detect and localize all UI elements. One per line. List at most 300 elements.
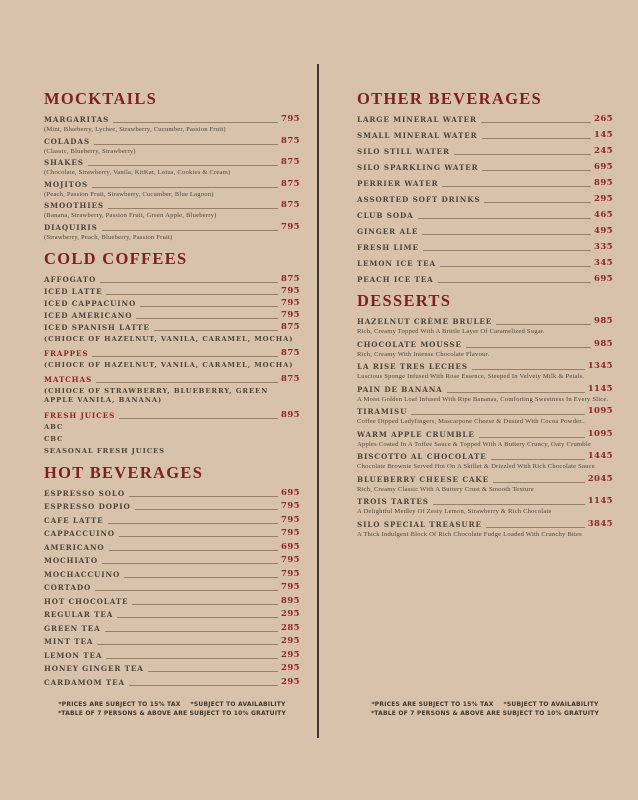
item-row	[357, 407, 613, 416]
item-description: (Mint, Blueberry, Lychee, Strawberry, Cucumber, Passion Fruit)	[44, 126, 226, 133]
item-description: A Thick Indulgent Block Of Rich Chocolate Fudge Loaded With Crunchy Bites	[357, 530, 582, 538]
item-price: 795	[281, 297, 300, 308]
menu-item	[44, 610, 300, 619]
leader-line	[124, 577, 278, 578]
item-price: 295	[281, 636, 300, 646]
menu-item	[44, 435, 300, 444]
leader-line	[482, 138, 592, 139]
menu-item	[44, 115, 300, 134]
item-name: PERRIER WATER	[357, 179, 439, 188]
item-row	[357, 227, 613, 236]
item-price: 895	[594, 178, 613, 188]
item-row	[357, 147, 613, 156]
menu-item	[44, 411, 300, 420]
menu-item	[44, 375, 300, 384]
menu-item	[44, 361, 300, 370]
item-row	[357, 520, 613, 529]
footer-line-1	[44, 700, 300, 709]
leader-line	[479, 437, 585, 438]
item-row	[357, 211, 613, 220]
item-row	[357, 259, 613, 268]
menu-item	[44, 299, 300, 308]
section-cold-coffees	[44, 250, 300, 456]
item-name: CAPPACCUINO	[44, 529, 115, 538]
leader-line	[100, 282, 278, 283]
leader-line	[433, 504, 585, 505]
leader-line	[486, 527, 585, 528]
footer-line-1	[357, 700, 613, 709]
item-price: 1145	[587, 383, 613, 394]
leader-line	[481, 122, 591, 123]
item-row	[44, 597, 300, 606]
item-name: TIRAMISU	[357, 407, 408, 416]
menu-item	[357, 497, 613, 517]
right-column	[357, 90, 613, 547]
item-description: Luscious Sponge Infused With Rose Essence, Steeped In Velvety Milk & Petals.	[357, 373, 585, 380]
menu-item	[357, 131, 613, 140]
menu-item	[44, 158, 300, 177]
item-price: 1345	[587, 361, 613, 371]
menu-item	[44, 180, 300, 199]
choice-note: (CHIOCE OF STRAWBERRY, BLUEBERRY, GREEN APPLE VANILA, BANANA)	[44, 386, 269, 404]
item-name: BLUEBERRY CHEESE CAKE	[357, 474, 489, 484]
section-hot-beverages	[44, 464, 300, 687]
menu-item	[44, 349, 300, 358]
item-row	[44, 624, 300, 633]
section-title-hot-beverages: HOT BEVERAGES	[44, 462, 204, 482]
item-price: 895	[281, 595, 300, 606]
item-price: 795	[281, 285, 300, 296]
item-row	[44, 489, 300, 498]
item-name: PAIN DE BANANA	[357, 384, 443, 394]
item-price: 3845	[587, 518, 613, 529]
leader-line	[482, 170, 591, 171]
leader-line	[440, 266, 591, 267]
menu-item	[44, 502, 300, 511]
item-price: 335	[594, 242, 613, 252]
item-name: ICED SPANISH LATTE	[44, 322, 150, 332]
leader-line	[108, 208, 278, 209]
item-price: 985	[594, 316, 613, 326]
menu-item	[44, 137, 300, 156]
item-price: 875	[281, 157, 300, 167]
menu-item	[44, 543, 300, 552]
leader-line	[106, 294, 278, 295]
section-mocktails	[44, 90, 300, 242]
item-name: HAZELNUT CRÈME BRULEE	[357, 317, 493, 326]
item-name: ICED LATTE	[44, 286, 103, 296]
menu-item	[357, 275, 613, 284]
item-name: MATCHAS	[44, 374, 93, 384]
item-price: 1095	[587, 428, 613, 439]
item-description: A Delightful Medley Of Zesty Lemon, Strawberry & Rich Chocolate	[357, 508, 552, 515]
item-name: LEMON TEA	[44, 650, 103, 660]
item-row	[44, 556, 300, 565]
leader-line	[411, 414, 584, 415]
item-name: ASSORTED SOFT DRINKS	[357, 195, 481, 204]
item-price: 795	[281, 114, 300, 124]
item-row	[44, 201, 300, 210]
item-row	[357, 430, 613, 439]
menu-item	[44, 287, 300, 296]
item-name: ESPRESSO SOLO	[44, 488, 125, 498]
item-name: BISCOTTO AL CHOCOLATE	[357, 452, 487, 461]
item-row	[357, 385, 613, 394]
menu-item	[357, 179, 613, 188]
item-row	[44, 664, 300, 673]
sub-item: ABC	[44, 422, 64, 431]
item-row	[44, 529, 300, 538]
item-row	[44, 137, 300, 146]
item-price: 295	[281, 663, 300, 673]
item-row	[44, 651, 300, 660]
leader-line	[88, 165, 278, 166]
item-row	[44, 323, 300, 332]
item-row	[44, 502, 300, 511]
leader-line	[148, 671, 278, 672]
leader-line	[129, 685, 278, 686]
leader-line	[466, 347, 591, 348]
leader-line	[113, 122, 278, 123]
section-items	[44, 115, 300, 242]
item-name: SHAKES	[44, 158, 84, 167]
leader-line	[94, 144, 278, 145]
menu-item	[44, 678, 300, 687]
item-price: 795	[281, 528, 300, 538]
leader-line	[129, 496, 278, 497]
item-price: 695	[594, 162, 613, 172]
item-row	[357, 452, 613, 461]
item-price: 2045	[587, 473, 613, 484]
item-name: CHOCOLATE MOUSSE	[357, 339, 462, 349]
leader-line	[106, 658, 278, 659]
menu-item	[44, 637, 300, 646]
item-row	[357, 275, 613, 284]
item-price: 875	[281, 200, 300, 210]
section-items	[44, 275, 300, 456]
item-price: 345	[594, 258, 613, 268]
leader-line	[119, 418, 278, 419]
leader-line	[484, 202, 591, 203]
item-name: CLUB SODA	[357, 211, 414, 220]
item-price: 265	[594, 114, 613, 124]
item-price: 795	[281, 221, 300, 232]
item-row	[44, 299, 300, 308]
menu-item	[357, 259, 613, 268]
item-name: SMOOTHIES	[44, 201, 104, 210]
menu-item	[44, 311, 300, 320]
column-divider	[317, 64, 319, 738]
gratuity-note: *TABLE OF 7 PERSONS & ABOVE ARE SUBJECT TO 10% GRATUITY	[370, 710, 600, 717]
item-description: Rich, Creamy Classic With A Buttery Crust & Smooth Texture	[357, 485, 534, 493]
item-price: 875	[281, 373, 300, 384]
leader-line	[132, 604, 278, 605]
item-price: 795	[281, 582, 300, 592]
item-description: (Chocolate, Strawberry, Vanila, KitKat, Lotus, Cookies & Cream)	[44, 169, 231, 176]
item-row	[357, 340, 613, 349]
menu-item	[44, 489, 300, 498]
section-items	[357, 115, 613, 284]
menu-item	[357, 430, 613, 450]
item-name: SILO SPARKLING WATER	[357, 163, 479, 172]
sub-item: CBC	[44, 434, 64, 443]
item-name: HONEY GINGER TEA	[44, 664, 144, 673]
footer-right	[357, 700, 613, 718]
item-row	[44, 158, 300, 167]
item-row	[357, 195, 613, 204]
leader-line	[108, 523, 279, 524]
tax-note: *PRICES ARE SUBJECT TO 15% TAX	[371, 701, 494, 708]
menu-item	[44, 323, 300, 332]
item-price: 1145	[587, 496, 613, 506]
item-row	[44, 311, 300, 320]
item-price: 985	[594, 338, 613, 349]
item-row	[44, 115, 300, 124]
item-name: SILO SPECIAL TREASURE	[357, 519, 482, 529]
menu-item	[44, 275, 300, 284]
item-price: 295	[281, 676, 300, 687]
menu-item	[44, 664, 300, 673]
menu-item	[44, 447, 300, 456]
item-row	[44, 223, 300, 232]
leader-line	[95, 590, 278, 591]
leader-line	[423, 250, 591, 251]
item-row	[357, 475, 613, 484]
item-name: LEMON ICE TEA	[357, 259, 436, 268]
item-name: CARDAMOM TEA	[44, 677, 125, 687]
menu-item	[357, 362, 613, 382]
left-column	[44, 90, 300, 695]
item-row	[44, 610, 300, 619]
leader-line	[154, 330, 278, 331]
section-title-cold-coffees: COLD COFFEES	[44, 248, 188, 268]
item-price: 245	[594, 146, 613, 156]
leader-line	[422, 234, 591, 235]
leader-line	[135, 509, 278, 510]
leader-line	[493, 482, 585, 483]
menu-item	[44, 516, 300, 525]
section-items	[44, 489, 300, 687]
leader-line	[442, 186, 591, 187]
section-other-beverages	[357, 90, 613, 284]
gratuity-note: *TABLE OF 7 PERSONS & ABOVE ARE SUBJECT TO 10% GRATUITY	[57, 710, 287, 717]
tax-note: *PRICES ARE SUBJECT TO 15% TAX	[58, 701, 181, 708]
item-name: TROIS TARTES	[357, 497, 429, 506]
item-description: Rich, Creamy Topped With A Brittle Layer Of Caramelized Sugar.	[357, 328, 545, 335]
leader-line	[496, 324, 591, 325]
item-price: 495	[594, 226, 613, 236]
section-title-desserts: DESSERTS	[357, 291, 452, 310]
footer-left	[44, 700, 300, 718]
item-row	[357, 317, 613, 326]
menu-item	[357, 317, 613, 337]
availability-note: *SUBJECT TO AVAILABILITY	[190, 701, 286, 708]
item-name: SILO STILL WATER	[357, 147, 450, 156]
leader-line	[140, 306, 278, 307]
item-price: 795	[281, 501, 300, 511]
item-name: LARGE MINERAL WATER	[357, 115, 477, 124]
menu-item	[357, 340, 613, 360]
item-price: 695	[281, 487, 300, 498]
leader-line	[96, 382, 278, 383]
item-row	[357, 179, 613, 188]
item-name: AFFOGATO	[44, 274, 97, 284]
item-name: CAFE LATTE	[44, 515, 104, 525]
item-row	[357, 362, 613, 371]
menu-item	[357, 211, 613, 220]
section-items	[357, 317, 613, 539]
menu-item	[357, 520, 613, 540]
menu-item	[44, 597, 300, 606]
menu-item	[44, 335, 300, 344]
item-name: MARGARITAS	[44, 115, 110, 124]
section-title-other-beverages: OTHER BEVERAGES	[357, 89, 542, 108]
menu-item	[357, 243, 613, 252]
item-name: MOCHACCUINO	[44, 569, 121, 579]
leader-line	[92, 356, 278, 357]
item-price: 1095	[587, 406, 613, 416]
leader-line	[136, 318, 278, 319]
item-name: COLADAS	[44, 136, 90, 146]
item-description: Rich, Creamy With Intense Chocolate Flavour.	[357, 350, 490, 358]
leader-line	[105, 631, 278, 632]
leader-line	[418, 218, 591, 219]
item-price: 795	[281, 514, 300, 525]
item-name: CORTADO	[44, 583, 92, 592]
item-description: A Moist Golden Loaf Infused With Ripe Bananas, Comforting Sweetness In Every Slice.	[357, 395, 609, 403]
menu-item	[44, 387, 300, 405]
menu-item	[357, 407, 613, 427]
item-row	[44, 349, 300, 358]
item-row	[44, 637, 300, 646]
leader-line	[102, 230, 278, 231]
item-row	[357, 497, 613, 506]
item-price: 285	[281, 622, 300, 633]
menu-item	[357, 385, 613, 405]
leader-line	[454, 154, 591, 155]
sub-item: SEASONAL FRESH JUICES	[44, 446, 165, 455]
menu-item	[44, 651, 300, 660]
item-row	[357, 243, 613, 252]
item-name: SMALL MINERAL WATER	[357, 131, 478, 140]
item-name: GINGER ALE	[357, 227, 419, 236]
item-description: (Banana, Strawberry, Passion Fruit, Green Apple, Blueberry)	[44, 212, 217, 219]
item-name: MINT TEA	[44, 637, 94, 646]
item-name: FRAPPES	[44, 348, 89, 358]
item-price: 795	[281, 568, 300, 579]
item-row	[44, 570, 300, 579]
item-name: AMERICANO	[44, 542, 105, 552]
item-row	[357, 131, 613, 140]
availability-note: *SUBJECT TO AVAILABILITY	[503, 701, 599, 708]
item-price: 875	[281, 321, 300, 332]
section-title-mocktails: MOCKTAILS	[44, 89, 158, 108]
item-row	[44, 411, 300, 420]
item-row	[44, 287, 300, 296]
item-name: ICED CAPPACUINO	[44, 298, 137, 308]
menu-item	[357, 147, 613, 156]
leader-line	[472, 369, 585, 370]
leader-line	[447, 392, 585, 393]
item-price: 695	[281, 541, 300, 552]
choice-note: (CHIOCE OF HAZELNUT, VANILA, CARAMEL, MOCHA)	[44, 360, 294, 369]
menu-item	[44, 583, 300, 592]
menu-item	[44, 624, 300, 633]
item-price: 1445	[587, 451, 613, 461]
item-description: Coffee Dipped Ladyfingers, Mascarpone Cheese & Dusted With Cocoa Powder..	[357, 418, 585, 425]
item-name: HOT CHOCOLATE	[44, 596, 129, 606]
item-price: 875	[281, 178, 300, 189]
item-price: 795	[281, 555, 300, 565]
menu-item	[357, 227, 613, 236]
leader-line	[109, 550, 278, 551]
leader-line	[438, 282, 591, 283]
item-price: 895	[281, 409, 300, 420]
item-row	[357, 115, 613, 124]
item-name: GREEN TEA	[44, 623, 101, 633]
item-name: WARM APPLE CRUMBLE	[357, 429, 475, 439]
menu-item	[357, 452, 613, 472]
menu-item	[357, 163, 613, 172]
item-description: (Classic, Blueberry, Strawberry)	[44, 147, 136, 155]
menu-item	[357, 195, 613, 204]
item-name: PEACH ICE TEA	[357, 275, 434, 284]
leader-line	[491, 459, 585, 460]
item-price: 295	[281, 609, 300, 619]
item-price: 295	[594, 194, 613, 204]
leader-line	[92, 187, 278, 188]
item-price: 465	[594, 210, 613, 220]
item-name: FRESH JUICES	[44, 410, 116, 420]
menu-item	[44, 556, 300, 565]
menu-item	[44, 570, 300, 579]
item-row	[44, 543, 300, 552]
item-row	[44, 180, 300, 189]
item-price: 875	[281, 273, 300, 284]
item-row	[44, 275, 300, 284]
item-row	[44, 375, 300, 384]
item-description: Apples Coated In A Toffee Sauce & Topped With A Buttery Cruncy, Oaty Crumble	[357, 440, 591, 448]
item-description: (Peach, Passion Fruit, Strawberry, Cucumber, Blue Lagoon)	[44, 190, 214, 198]
menu-item	[357, 475, 613, 495]
item-name: ESPRESSO DOPIO	[44, 502, 131, 511]
menu-item	[44, 529, 300, 538]
item-name: ICED AMERICANO	[44, 310, 133, 320]
item-name: LA RISE TRES LECHES	[357, 362, 468, 371]
item-name: DIAQUIRIS	[44, 222, 98, 232]
leader-line	[117, 617, 278, 618]
item-name: REGULAR TEA	[44, 610, 114, 619]
item-price: 695	[594, 274, 613, 284]
item-row	[44, 516, 300, 525]
item-price: 875	[281, 135, 300, 146]
leader-line	[119, 536, 278, 537]
item-row	[44, 583, 300, 592]
item-price: 875	[281, 347, 300, 358]
item-price: 145	[594, 130, 613, 140]
leader-line	[102, 563, 278, 564]
item-name: MOJITOS	[44, 179, 89, 189]
leader-line	[97, 644, 278, 645]
item-row	[357, 163, 613, 172]
menu-item	[44, 223, 300, 242]
item-description: (Strawberry, Peach, Blueberry, Passion Fruit)	[44, 233, 173, 241]
menu-item	[44, 423, 300, 432]
item-description: Chocolate Brownie Served Hot On A Skillet & Drizzled With Rich Chocolate Sauce	[357, 463, 595, 470]
item-price: 795	[281, 309, 300, 320]
item-row	[44, 678, 300, 687]
item-name: MOCHIATO	[44, 556, 99, 565]
